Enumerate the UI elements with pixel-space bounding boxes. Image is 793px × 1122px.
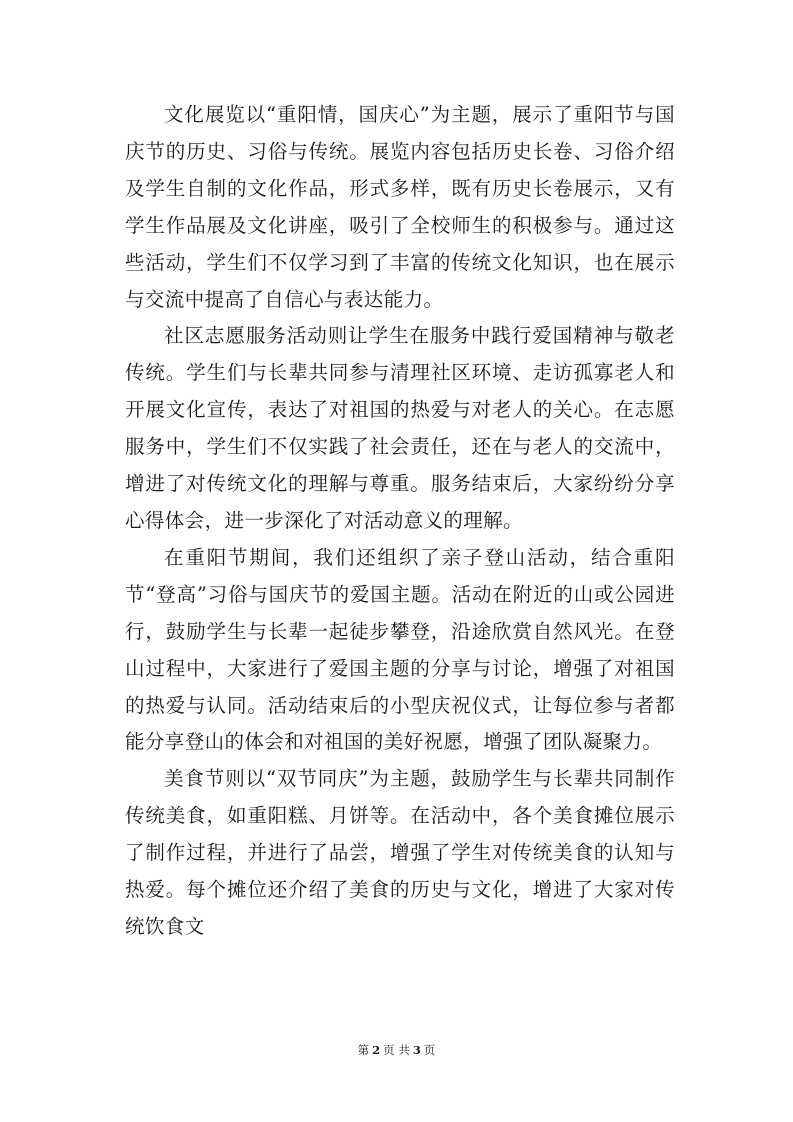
paragraph-culture-exhibition: 文化展览以“重阳情，国庆心”为主题，展示了重阳节与国庆节的历史、习俗与传统。展览内容包括历史长卷、习俗介绍及学生自制的文化作品，形式多样，既有历史长卷展示，又有学生作品展及文化讲座，吸引了全校师生的积极参与。通过这些活动，学生们不仅学习到了丰富的传统文化知识，也在展示与交流中提高了自信心与表达能力。	[125, 103, 675, 311]
paragraph-mountain-climbing: 在重阳节期间，我们还组织了亲子登山活动，结合重阳节“登高”习俗与国庆节的爱国主题。活动在附近的山或公园进行，鼓励学生与长辈一起徒步攀登，沿途欣赏自然风光。在登山过程中，大家进行了爱国主题的分享与讨论，增强了对祖国的热爱与认同。活动结束后的小型庆祝仪式，让每位参与者都能分享登山的体会和对祖国的美好祝愿，增强了团队凝聚力。	[125, 545, 675, 754]
paragraph-volunteer-service: 社区志愿服务活动则让学生在服务中践行爱国精神与敬老传统。学生们与长辈共同参与清理社区环境、走访孤寡老人和开展文化宣传，表达了对祖国的热爱与对老人的关心。在志愿服务中，学生们不仅实践了社会责任，还在与老人的交流中，增进了对传统文化的理解与尊重。服务结束后，大家纷纷分享心得体会，进一步深化了对活动意义的理解。	[125, 324, 675, 532]
footer-total-pages: 3	[412, 1043, 421, 1057]
footer-middle: 页 共	[383, 1043, 410, 1057]
footer-prefix: 第	[357, 1043, 370, 1057]
paragraph-food-festival: 美食节则以“双节同庆”为主题，鼓励学生与长辈共同制作传统美食，如重阳糕、月饼等。在活动中，各个美食摊位展示了制作过程，并进行了品尝，增强了学生对传统美食的认知与热爱。每个摊位还介绍了美食的历史与文化，增进了大家对传统饮食文	[125, 767, 675, 938]
footer-suffix: 页	[423, 1043, 436, 1057]
page-footer	[0, 1042, 793, 1058]
footer-current-page: 2	[372, 1043, 381, 1057]
document-body	[125, 97, 675, 946]
